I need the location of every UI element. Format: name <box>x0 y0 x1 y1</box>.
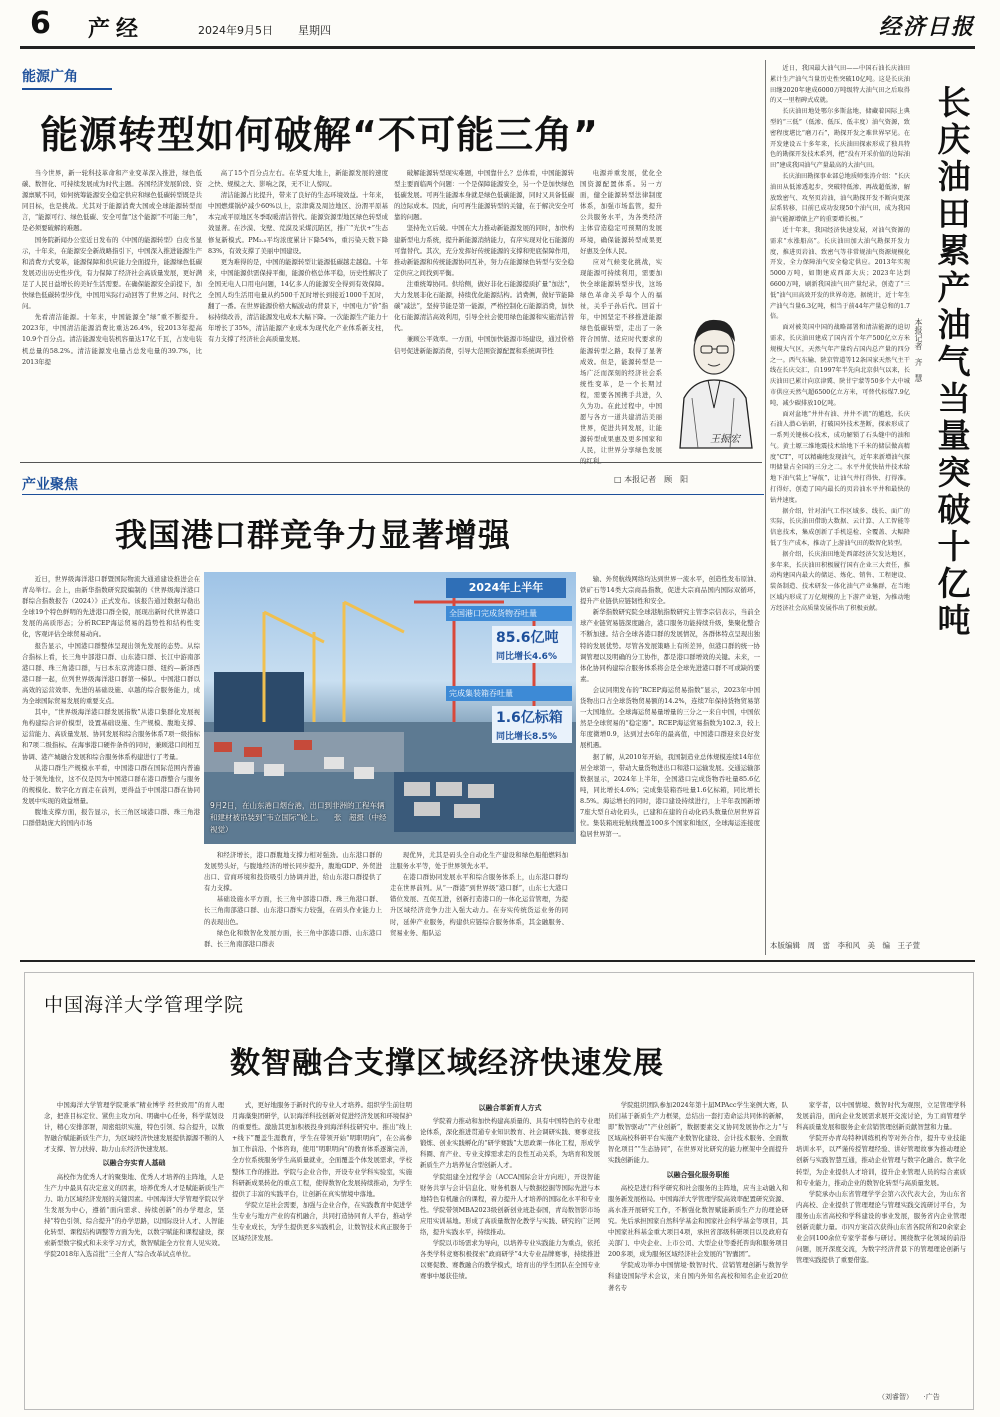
paragraph: 清洁能源占比提升，带来了良好的生态环境效益。十年来，中国燃煤锅炉减少60%以上，京津冀及周边地区、汾渭平原基本完成平原地区冬季取暖清洁替代。能源资源型地区绿色转型成效显著。在沙漠、戈壁、荒漠及采煤沉陷区，推广“光伏+”生态修复新模式。PM₂.₅平均浓度累计下降54%，重污染天数下降83%，有效支撑了美丽中国建设。 <box>208 191 388 255</box>
oil-headline-char: 长 <box>937 83 971 122</box>
paragraph: 现优异，尤其是码头全自动化生产建设和绿色船舶燃料加注服务水平等，处于世界领先水平。 <box>390 851 568 871</box>
paragraph: 基础设施水平方面，长三角中部港口群、珠三角港口群、长三角南部港口群、山东港口群实力较强，在码头作业能力上的表现出色。 <box>204 895 382 926</box>
paragraph: 据介绍，长庆油田地处西部经济欠发达地区，多年来，长庆油田积极履行国有企业三大责任，推动构建国内最大的储运、炼化、销售、工程建设、装备制造、技术研发一体化油气产业集群，在当地区域内形成了万亿规模的上下游产业链，为推动地方经济社会高质量发展作出了积极贡献。 <box>770 550 910 612</box>
paragraph: 据介绍，针对油气工作区域多、线长、面广的实际，长庆油田借助大数据、云计算、人工智能等信息技术，集成创新了手机巡检、全覆盖、大幅降低了生产成本，推动了上游油气田的数智化转型。 <box>770 507 910 548</box>
ad-column-1 <box>44 1100 224 1404</box>
subheading: 以融合强化服务职能 <box>666 1170 730 1179</box>
port-reporter: □ 本报记者 顾 阳 <box>614 475 689 484</box>
energy-column-1 <box>22 168 202 460</box>
port-column-4 <box>580 574 760 946</box>
photo-caption: 9月2日，在山东港口烟台港，出口到非洲的工程车辆和建材被吊装到“韦立国际”轮上。 张 超摄（中经视觉） <box>210 801 387 834</box>
paragraph: 长庆油田勘探事业部总地质师张涛介绍：“长庆油田从低渗透起步，突破特低渗、再战超低渗，解放致密气、攻坚页岩油，油气勘探开发不断向更深层系转移，目前已成功发现50个油气田，成为我国油气能源增储上产的重要增长极。” <box>770 172 910 224</box>
section-divider <box>20 462 762 463</box>
tag-underline <box>22 88 112 90</box>
ad-org-name: 中国海洋大学管理学院 <box>44 994 245 1016</box>
paragraph: 破解能源转型现实难题，中国靠什么？总体看，中国能源转型主要面临两个问题：一个是保障能源安全，另一个是加快绿色低碳发展。可再生能源本身就是绿色低碳能源，同时又具备低碳的边际成本。因此，向可再生能源转型的关键，在于解决安全可靠的问题。 <box>394 169 574 222</box>
paragraph: 注重统筹协同。供给侧，做好非化石能源提质扩量“加法”，大力发展非化石能源，持续优化能源结构。消费侧，做好节能降碳“减法”，坚持节能是第一能源，严格控制化石能源消费，加快化石能源清洁高效利用，引导全社会使用绿色能源和实施清洁替代。 <box>394 279 574 333</box>
section-tag-industry: 产业聚焦 <box>22 477 78 493</box>
paragraph: 学院成功举办中国情境·数智时代、营销管理创新与数智学科建设国际学术会议，来自国内外知名高校和知名企业近20位著名专 <box>608 1261 788 1292</box>
paragraph: 腹地支撑方面，报告显示，长三角区域港口群、珠三角港口群借助庞大的国内市场 <box>22 807 200 828</box>
oil-column <box>770 64 910 870</box>
paragraph: 近日，我国最大油气田——中国石油长庆油田累计生产油气当量历史性突破10亿吨。这是长庆油田继2020年建成6000万吨级特大油气田之后取得的又一里程碑式成就。 <box>770 65 910 105</box>
editor-credits: 本版编辑 周 雷 李和风 美 编 王子萱 <box>770 941 920 950</box>
paragraph: 式，更好地服务于新时代的专业人才培养。组织学生前往明月海藻集团研学，认识海洋科技创新对促进经济发展和环境保护的重要性。激励其更加积极投身到海洋科技研究中。推出“线上+线下”覆盖生涯教育，学生在带领开始“明职明向”，在公高参加工作前沿、个体咨询，使用“明职明向”的教育体系逐渐完善，全方位系统服务学生高质量就业，全面覆盖个体发展需求，学校整体工作的推进。学院与企业合作，开设专业学科实验室，实施科研新成果转化的重点工程，使得数智化发展持续推动，为学生提供了丰富的实践平台，让创新在真实情境中落地。 <box>232 1101 412 1198</box>
paragraph: 当今世界，新一轮科技革命和产业变革深入推进，绿色低碳、数智化、可持续发展成为时代主题。各国经济发展阶段、资源禀赋不同，如何统筹能源安全稳定供应和绿色低碳转型既是共同目标，也是挑战。尤其对于能源消费大国或全球能源转型而言，“能源可行、绿色低碳、安全可靠”这个能源“不可能三角”，是必须要破解的难题。 <box>22 169 202 233</box>
stat-1-value: 85.6亿吨 <box>492 626 572 648</box>
energy-column-2 <box>208 168 388 460</box>
port-column-2 <box>204 850 382 946</box>
masthead <box>30 8 975 48</box>
infographic-title: 2024年上半年 <box>446 578 566 598</box>
paragraph: 国务院新闻办公室近日发布的《中国的能源转型》白皮书显示，十年来，在能源安全新战略指引下，中国深入推进能源生产和消费方式变革，能源保障和供应能力全面提升，能源绿色低碳发展迈出历史性步伐，有力保障了经济社会高质量发展，更好满足了人民日益增长的美好生活需要。在确保能源安全前提下，加快绿色低碳转型步伐，中国用实际行动回答了世界之问、时代之问。 <box>22 235 202 311</box>
paragraph: 学院立足社会需要，加强与企业合作，在实践教育中促进学生专业与地方产业的有机融合，共同打造协同育人平台，推动学生专业成长，为学生提供更多实践机会，让数智技术真正服务于区域经济发展。 <box>232 1200 412 1243</box>
paragraph: 在港口群协同发展水平和综合服务体系上，山东港口群均走在世界前列。从“一群港”到世界级“港口群”，山东七大港口错位发展、互促互进，创新打造港口的一体化运营管理，为提升区域经济竞争力注入强大动力。在夯实传统货运业务的同时，延伸产业服务，构建供应链综合服务体系，其金融服务、贸易业务、船队运 <box>390 873 568 937</box>
paragraph: 绿色化和数智化发展方面，长三角中部港口群、山东港口群、长三角南部港口群表 <box>204 928 382 948</box>
ad-headline: 数智融合支撑区域经济快速发展 <box>230 1046 664 1081</box>
paragraph: 先看清洁能源。十年来，中国能源全“绿”重不断提升。2023年，中国清洁能源消费比重达26.4%，较2013年提高10.9个百分点。清洁能源发电装机容量达17亿千瓦，占发电装机总量的58.2%。清洁能源发电量占总发电量的39.7%，比2013年提 <box>22 313 202 366</box>
paragraph: 据了解，从2010年开始，我国制造业总体规模连续14年位居全球第一，带动大量货物进出口和港口运输发展。交通运输部数据显示，2024年上半年，全国港口完成货物吞吐量85.6亿吨，同比增长4.6%；完成集装箱吞吐量1.6亿标箱，同比增长8.5%。海运增长的同时，港口建设持续进行，上半年我国新增7座大型自动化码头，已建和在建的自动化码头数量位居世界首位。集装箱班轮航线覆盖100多个国家和地区，全球海运连接度稳居世界第一。 <box>580 752 760 839</box>
ad-column-5 <box>796 1100 966 1390</box>
oil-headline-char: 油 <box>937 157 971 196</box>
oil-headline-char: 油 <box>937 305 971 344</box>
tag-underline <box>22 494 764 495</box>
paragraph: 会议同期发布的“RCEP海运贸易指数”显示，2023年中国货物出口占全球货物贸易额的14.2%，连续7年保持货物贸易第一大国地位。全球海运贸易量增量的三分之一来自中国，中国依然是全球贸易的“稳定器”。RCEP海运贸易指数为102.3，较上年度微增0.9，达到过去6年的最高值，中国港口群迎来良好发展机遇。 <box>580 685 760 750</box>
paragraph: 面对盆地“井井有油、井井不流”的尴尬，长庆石油人潜心钻研，打破国外技术垄断，探索形成了一系列关键核心技术，成功解锁了石头缝中的油和气。黄土塬三维地震技术给地下千米的储层做高精度“CT”，可以精确地发现油气，近年来新增油气探明储量占全国的三分之二。水平井优快钻井技术给地下油气装上“导航”，让油气井打得快、打得准。打得好，创造了国内最长的页岩油水平井和最快的钻井速度。 <box>770 410 910 504</box>
port-photo <box>204 572 576 844</box>
oil-headline-char: 累 <box>937 231 971 270</box>
author-portrait <box>662 298 762 448</box>
paragraph: 高校作为优秀人才的聚集地、优秀人才培养的主阵地，人是生产力中最具有决定意义的因素，培养优秀人才是赋能新质生产力、助力区域经济发展的关键因素。中国海洋大学管理学院以学生发展为中心，遵循“面向需求、持续创新”的办学理念，坚持“特色引领、综合提升”的办学思路，以国际设计人才、人智能化转型、课程结构调整等方面为先，以数字赋能和课程建设，探索新型数字模式和未来学习方式，数智赋能全方位育人见实效。学院2018年入选首批“三全育人”综合改革试点单位。 <box>44 1172 224 1259</box>
ad-column-4 <box>608 1100 788 1404</box>
paragraph: 长庆油田地处鄂尔多斯盆地，储藏着国际上典型的“三低”（低渗、低压、低丰度）油气资源，致密程度堪比“磨刀石”，勘探开发之难世界罕见。在开发建设五十多年来，长庆油田探索形成了独具特色的勘探开发技术系列，把“没有开采价值的边际油田”建成我国油气产量最高的大油气田。 <box>770 108 910 170</box>
portrait-sketch-icon <box>662 298 762 448</box>
port-column-1 <box>22 574 200 946</box>
energy-headline: 能源转型如何破解“不可能三角” <box>40 113 599 157</box>
energy-column-4 <box>580 168 662 460</box>
oil-headline-char: 量 <box>937 416 971 455</box>
column-divider <box>765 60 766 955</box>
paragraph: 报告显示，中国港口群整体呈现出领先发展的态势。从综合指标上看，长三角中部港口群、山东港口群、长江中游南部港口群、珠三角港口群，与日本东京湾港口群、纽约—新泽西港口群一起，位列世界级海洋港口群第一梯队。中国港口群以高效的运营效率、先进的基础设施、卓越的综合服务能力，成为全球国际贸易发展的重要支点。 <box>22 641 200 706</box>
issue-date: 2024年9月5日 <box>198 24 273 37</box>
paragraph: 学院组建全过程学会（ACCA国际会计方向班），开设智能财务共享与会计信息化、财务机器人与数据挖掘等国际先进与本地特色有机融合的课程，着力提升人才培养的国际化水平和专业性。学院带领MBA2023级创新创业班赴泰国，青岛数智影市场应用实训基地。形成了高质量数智化教学与实践、研究的广泛网络，提升实践水平，持续推动。 <box>420 1172 600 1237</box>
oil-headline-char: 田 <box>937 194 971 233</box>
paragraph: 高校是进行科学研究和社会服务的主阵地，应当主动融入和服务新发展格局。中国海洋大学管理学院高效率配置研究资源、高水准开展研究工作，不断强化数智赋能新质生产力的理论研究。先后承担国家自然科学基金和国家社会科学基金等项目，其中国家社科基金重大项目4项，承担省部级科研项目以及政府有关部门、中央企业、上市公司、大型企业等委托咨询和服务项目200多项，成为服务区域经济社会发展的“智囊团”。 <box>608 1183 788 1259</box>
author-signature: 王振宏 <box>710 434 740 445</box>
oil-headline-char: 吨 <box>937 601 971 640</box>
paragraph: 新华指数研究院全球港航指数研究主管李宗信表示，当前全球产业链贸易链深度融合，港口服务功能持续升级，集聚化整合不断加速。结合全球各港口群的发展情况，各群体特点呈现出独特的发展优势。尽管各发展策略上有所差异，但港口群的统一协调管理以及明确的分工协作，都是港口群增效的关键。未来，一体化协同构建综合服务体系将会是全球先进港口群不可或缺的要素。 <box>580 608 760 683</box>
masthead-rule <box>20 46 975 49</box>
stat-2-label: 完成集装箱吞吐量 <box>446 686 572 701</box>
paragraph: 近日，世界级海洋港口群暨国际物流大通道建设推进会在青岛举行。会上，由新华指数研究院编制的《世界级海洋港口群综合指数报告（2024）》正式发布。该报告通过数据勾勒出全球19个特色鲜明的先进港口群全貌，展现出新时代世界港口发展的高质形态；分析RCEP海运贸易的趋势性和结构性变化，客观评估全球贸易动向。 <box>22 575 200 639</box>
paragraph: 输、外贸航线网络均达到世界一流水平，创造性发布原油、铁矿石等14类大宗商品指数，促进大宗商品国内国际双循环，提升产业链供应链韧性和安全。 <box>580 575 760 606</box>
page-number: 6 <box>30 6 51 41</box>
oil-headline-char: 庆 <box>937 120 971 159</box>
ad-top-rule <box>20 960 975 962</box>
oil-headline-char: 当 <box>937 379 971 418</box>
paragraph: 学院承办山东省管理学学会第六次代表大会，为山东省内高校、企业提供了管理理论与管理实践交流研讨平台，为服务山东省高校和学科建设的事业发展，服务省内企业管理创新贡献力量。市四方案首次获得山东省各院所和20余家企业会同100余位专家学者参与研讨。围绕数字化领域的前沿问题，展开深度交流，为数字经济背景下的管理理论创新与管理实践提供了重要借鉴。 <box>796 1189 966 1265</box>
paragraph: 电源并重发展，优化全国资源配置体系。另一方面，健全能源转型法律制度体系，加强市场监管，提升公共服务水平，为各类经济主体营造稳定可预期的发展环境，确保能源转型成果更好惠及全体人民。 <box>580 169 662 255</box>
paragraph: 中国海洋大学管理学院秉承“精业博学 经世致用”的育人理念，把准目标定位、紧焦主攻方向、明确中心任务，科学谋划设计，精心安排部署，周密组织实施，特色引领、综合提升，以数智融合赋能新质生产力，为区域经济快速发展提供源源不断的人才支撑、智力扶持、助力山东经济快速发展。 <box>44 1101 224 1154</box>
paragraph: 从港口群生产规模水平看，中国港口群在国际范围内普遍处于领先地位，这不仅是因为中国港口群在港口群整合与服务的规模化、数字化方面走在前列，更得益于中国港口群在协同发展中实现的效益增量。 <box>22 763 200 805</box>
oil-headline-char: 破 <box>937 490 971 529</box>
paragraph: 更为难得的是，中国的能源转型让能源低碳越走越稳。十年来，中国能源供需保持平衡，能源价格总体平稳，历史性解决了全国无电人口用电问题，14亿多人的能源安全得到有效保障。全国人均生活用电量从约500千瓦时增长到接近1000千瓦时，翻了一番。在世界能源价格大幅波动的背景下，中国电力“价”指标持续改善，清洁能源发电成本大幅下降。一次能源生产能力十年增长了35%，清洁能源产业成本为现代化产业体系新支柱，有力支撑了经济社会高质量发展。 <box>208 257 388 344</box>
ad-signature: （刘睿智） ·广告 <box>878 1393 940 1401</box>
paragraph: 和经济增长，港口群腹地支撑力相对强劲。山东港口群的发展势头好，与腹地经济的增长同步提升，腹地GDP、外贸进出口、营商环境和投资吸引力协调并进，给山东港口群提供了有力支撑。 <box>204 851 382 893</box>
stats-infographic <box>436 572 576 842</box>
paragraph: 高了15个百分点左右。在华夏大地上，新能源发展的速度之快、规模之大、影响之深，无不让人惊叹。 <box>208 169 388 189</box>
stat-1-label: 全国港口完成货物吞吐量 <box>446 606 572 621</box>
paragraph: 兼顾公平效率。一方面，中国加快能源市场建设，通过价格信号促进新能源消费，引导大范围资源配置和系统调节性 <box>394 335 574 355</box>
paragraph: 其中，“世界级海洋港口群发展指数”从港口集群化发展视角构建综合评价模型，设置基础设施、生产规模、腹地支撑、运营能力、高质量发展、协同发展和综合服务体系7项一级指标和7项二级指标。在海事港口硬件条件的同时，兼顾港口间相互协调、港产城融合发展和综合服务体系构建进行了考量。 <box>22 708 200 761</box>
ad-column-3 <box>420 1100 600 1404</box>
paragraph: 应对气候变化挑战，实现能源可持续利用，需要加快全球能源转型步伐，这场绿色革命关乎每个人的福祉，关乎子孙后代。回首十年，中国坚定不移推进能源绿色低碳转型，走出了一条符合国情、适应时代要求的能源转型之路，取得了显著成效。但是，能源转型是一场广泛而深刻的经济社会系统性变革，是一个长期过程，需要各国携手共进，久久为功。在此过程中，中国愿与各方一道共建清洁美丽世界，促进共同发展，让能源转型成果惠及更多国家和人民，让世界分享绿色发展 <box>580 257 662 455</box>
paragraph: 家学者，以中国情境、数智时代为观照，立足管理学科发展前沿，面向企业发展需求展开交流讨论，为工商管理学科高质量发展和服务企业营销管理创新贡献智慧和力量。 <box>796 1101 966 1132</box>
paragraph: 面对被美国中国的战略部署和清洁能源的迫切需求，长庆油田建成了国内首个年产500亿立方米规模大气区，天然气年产量约占国内总产量的四分之一。西气东输、陕京管道等12条国家天然气主干线在长庆交汇，自1997年半先向北京供气以来，长庆油田已累计向京津冀、陕甘宁蒙等50多个大中城市供应天然气超6500亿立方米，可替代标煤7.9亿吨，减少碳排放10亿吨。 <box>770 324 910 407</box>
stat-2-growth: 同比增长8.5% <box>492 728 572 743</box>
stat-2-value: 1.6亿标箱 <box>492 706 572 728</box>
section-tag-energy: 能源广角 <box>22 69 78 85</box>
subheading: 以融合夯实育人基础 <box>102 1159 166 1168</box>
paragraph: 坚持先立后破。中国在大力推动新能源发展的同时，加快构建新型电力系统，提升新能源消纳能力，有序实现对化石能源的可靠替代。其次，充分发挥好传统能源的支撑和兜底保障作用，推动新能源和传统能源协同互补，努力在能源绿色转型与安全稳定供应之间找到平衡。 <box>394 224 574 277</box>
ad-column-2 <box>232 1100 412 1404</box>
section-name: 产经 <box>88 16 145 42</box>
oil-headline-char: 十 <box>937 527 971 566</box>
oil-reporter: 本报记者 齐 慧 <box>914 318 923 382</box>
port-column-3 <box>390 850 568 946</box>
paper-logo: 经济日报 <box>878 14 975 40</box>
oil-headline-char: 亿 <box>937 564 971 603</box>
oil-headline-char: 突 <box>937 453 971 492</box>
paragraph: 学院以市场需求为导向，以培养专业实践能力为重点，依托各类学科竞赛积极探索“政商研学”4大专业品牌赛事，持续推进以赛促教、赛教融合的教学模式，培育出的学生团队在全国专业赛事中屡获佳绩。 <box>420 1239 600 1281</box>
oil-headline <box>930 84 978 639</box>
stat-1-growth: 同比增长4.6% <box>492 648 572 663</box>
oil-headline-char: 产 <box>937 268 971 307</box>
paragraph: 学院着力推动和加快构建高质量的、具有中国特色的专业理论体系，深化推进贯通专业知识教育、社会调研实践、赛事竞技锻炼、创业实践孵化的“研学赛践”大思政课一体化工程，形成学科圈、育产业、专业支撑需求走的良性互动关系，为培育和发展新质生产力培养复合型创新人才。 <box>420 1117 600 1170</box>
subheading: 以融合革新育人方式 <box>478 1104 542 1112</box>
paragraph: 学院开办青岛特种训练机构等对外合作，提升专业技能培训水平，以严谨传授管理经验、讲好管理故事为推动理论创新与实践智慧互通，推动企业管理与数字化融合。数字化转型，为企业提供人才培训，提升企业管理人员的综合素质和专业能力，推动企业的数智化转型与高质量发展。 <box>796 1134 966 1187</box>
issue-weekday: 星期四 <box>298 24 331 37</box>
paragraph: 近十年来，我国经济快速发展，对油气资源的需求“水涨船高”。长庆油田加大油气勘探开发力度，推进页岩油、致密气等非常规油气资源规模化开发，全力保障油气安全稳定供应。2013年实现5000万吨，如期建成西部大庆；2023年达到6600万吨，刷新我国油气田产量纪录，创造了“三低”油气田高效开发的世界奇迹。据统计，近十年生产油气当量6.3亿吨，相当于前44年产量总和的1.7倍。 <box>770 226 910 321</box>
oil-headline-char: 气 <box>937 342 971 381</box>
port-headline: 我国港口群竞争力显著增强 <box>115 516 512 554</box>
paragraph: 学院组织团队参加2024年第十届MPAcc学生案例大赛，队员们基于新质生产力框架，总结出一套打造命运共同体的新解，即“数智驱动”“产业创新”，数据要素交叉协同发展协作之力“与区域高校科研平台实施产业数智化建设、会计技术服务、全面数智化项目”“生态协同”，在世界对比研究的能力框架中全面提升实践创新能力。 <box>608 1101 788 1165</box>
energy-column-3 <box>394 168 574 460</box>
